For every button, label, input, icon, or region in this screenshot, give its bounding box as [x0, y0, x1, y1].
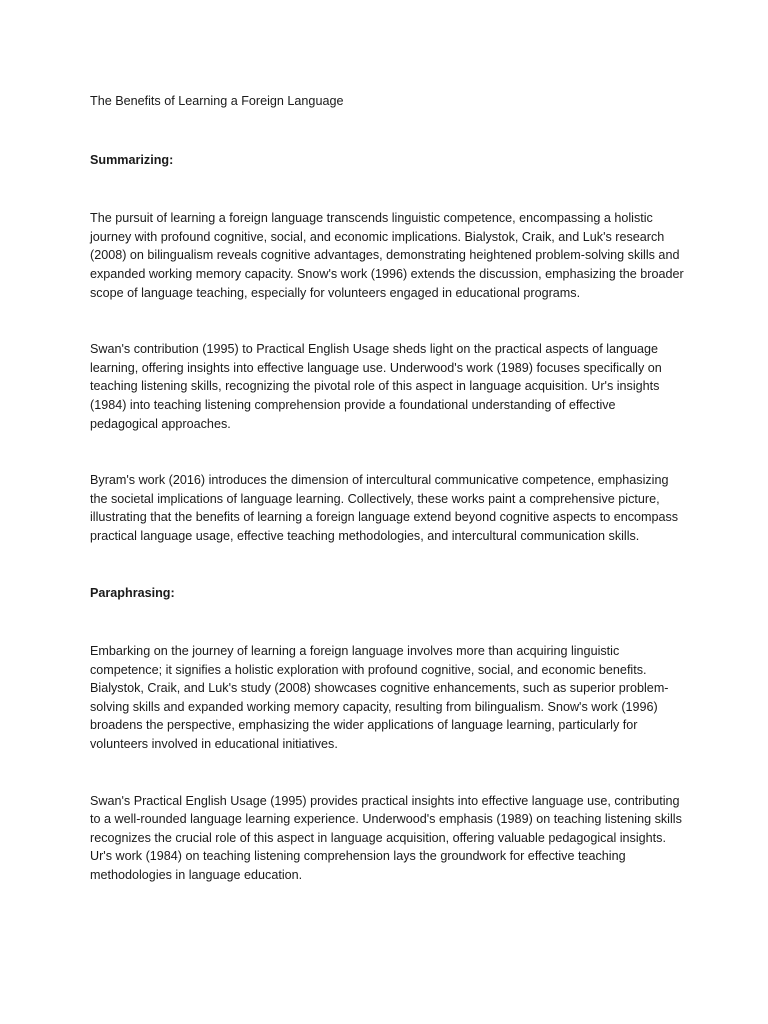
- paragraph: Swan's Practical English Usage (1995) provides practical insights into effective language use, contributing to a well-rounded language learning experience. Underwood's emphasis (1989) on teaching listening skills recognizes the crucial role of this aspect in language acquisition, offering valuable pedagogical insights. Ur's work (1984) on teaching listening comprehension lays the groundwork for effective teaching methodologies in language education.: [90, 793, 682, 883]
- document-title: The Benefits of Learning a Foreign Language: [90, 94, 344, 108]
- paragraph: Swan's contribution (1995) to Practical English Usage sheds light on the practical aspects of language learning, offering insights into effective language use. Underwood's work (1989) focuses specifically on teaching listening skills, recognizing the pivotal role of this aspect in language acquisition. Ur's insights (1984) into teaching listening comprehension provide a foundational understanding of effective pedagogical approaches.: [90, 342, 662, 431]
- paragraph: The pursuit of learning a foreign language transcends linguistic competence, encompassing a holistic journey with profound cognitive, social, and economic implications. Bialystok, Craik, and Luk's research (2008) on bilingualism reveals cognitive advantages, demonstrating heightened problem-solving skills and expanded working memory capacity. Snow's work (1996) extends the discussion, emphasizing the broader scope of language teaching, especially for volunteers engaged in educational programs.: [90, 211, 684, 300]
- document-body: [90, 92, 686, 923]
- section-heading: Summarizing:: [90, 152, 174, 167]
- section-heading: Paraphrasing:: [90, 585, 175, 600]
- section-summarizing: [90, 151, 686, 546]
- section-paraphrasing: [90, 584, 686, 885]
- paragraph: Embarking on the journey of learning a foreign language involves more than acquiring linguistic competence; it signifies a holistic exploration with profound cognitive, social, and economic benefits. Bialystok, Craik, and Luk's study (2008) showcases cognitive enhancements, such as superior problem-solving skills and expanded working memory capacity, resulting from bilingualism. Snow's work (1996) broadens the perspective, emphasizing the wider applications of language learning, particularly for volunteers involved in educational initiatives.: [90, 644, 669, 752]
- paragraph: Byram's work (2016) introduces the dimension of intercultural communicative competence, emphasizing the societal implications of language learning. Collectively, these works paint a comprehensive picture, illustrating that the benefits of learning a foreign language extend beyond cognitive aspects to encompass practical language usage, effective teaching methodologies, and intercultural communication skills.: [90, 473, 679, 543]
